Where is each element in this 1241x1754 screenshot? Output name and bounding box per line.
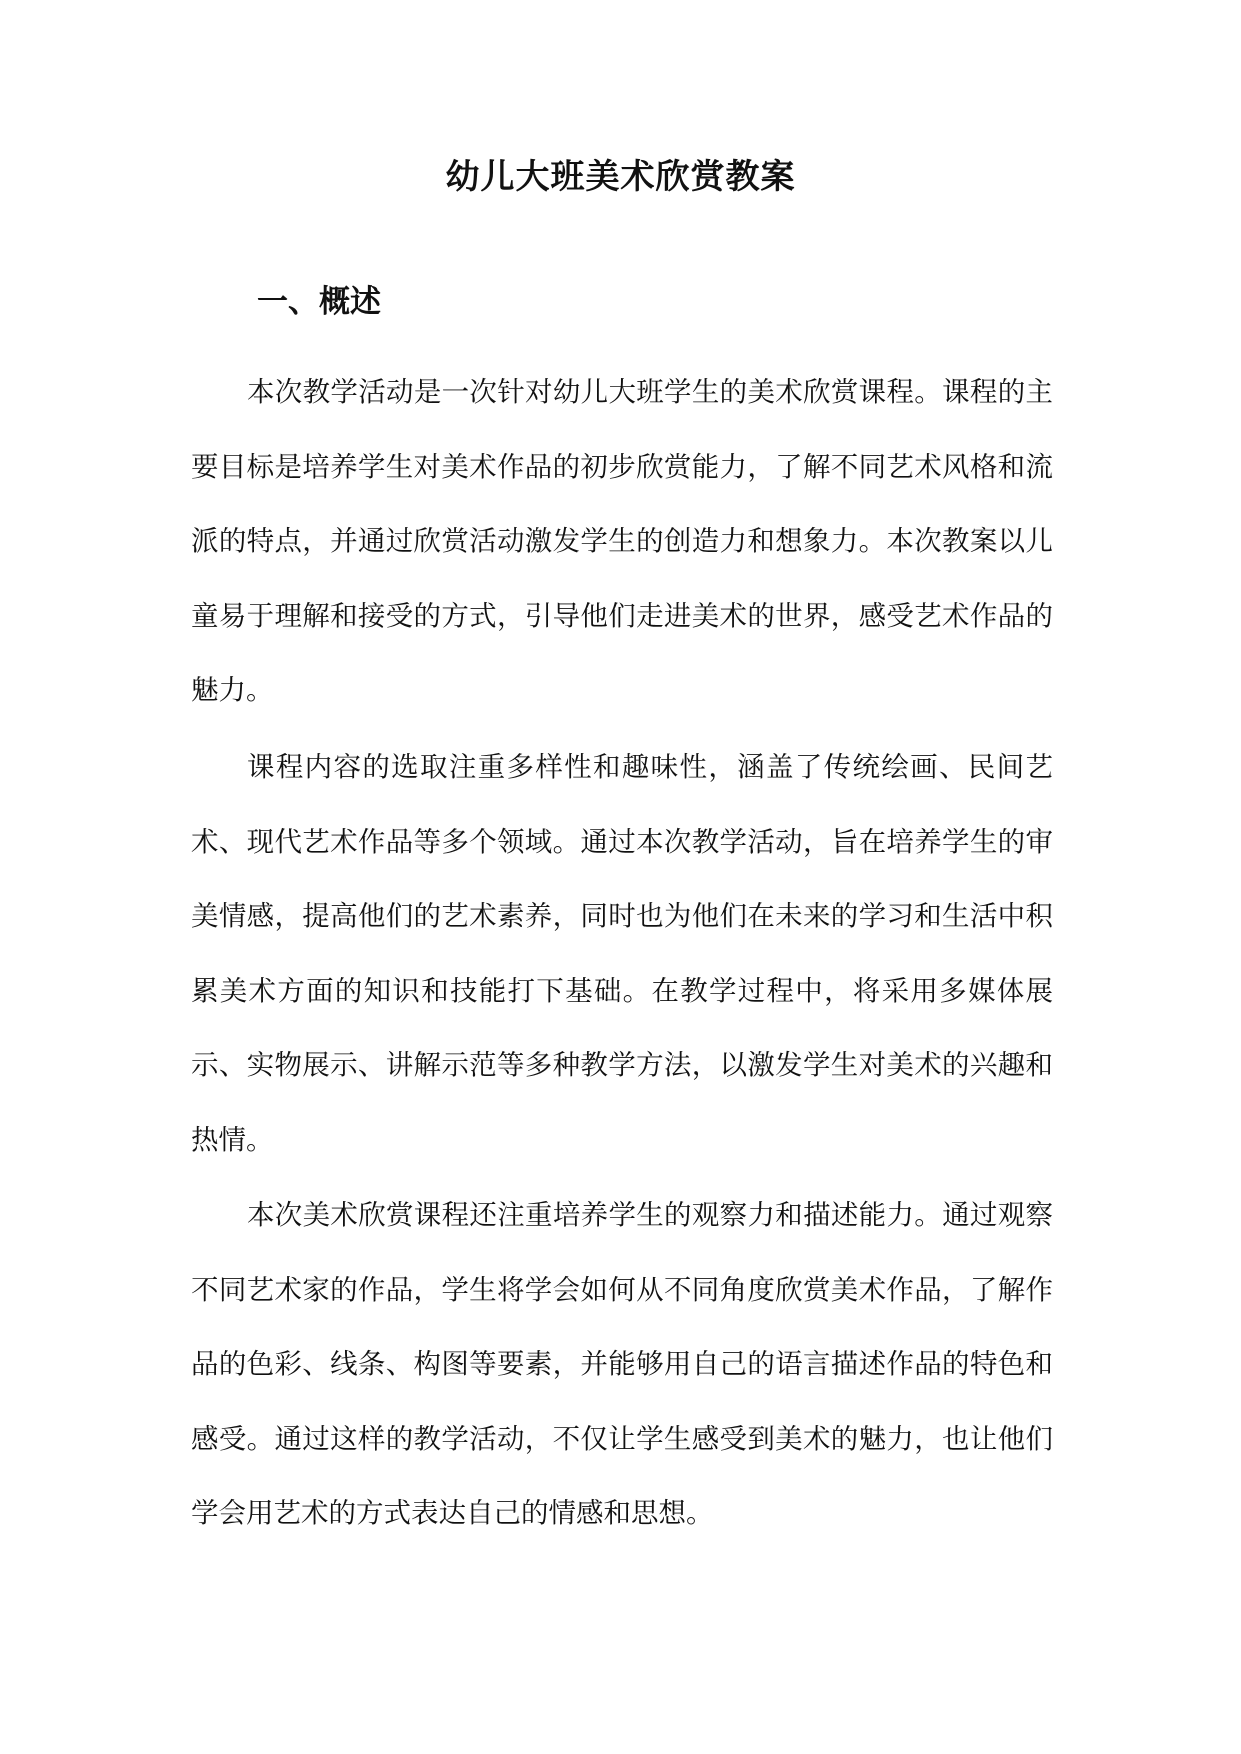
paragraph-3: 本次美术欣赏课程还注重培养学生的观察力和描述能力。通过观察不同艺术家的作品，学生将学会如何从不同角度欣赏美术作品，了解作品的色彩、线条、构图等要素，并能够用自己的语言描述作品的特色和感受。通过这样的教学活动，不仅让学生感受到美术的魅力，也让他们学会用艺术的方式表达自己的情感和思想。 [191, 1199, 1053, 1529]
document-title: 幼儿大班美术欣赏教案 [445, 157, 796, 197]
paragraph-1: 本次教学活动是一次针对幼儿大班学生的美术欣赏课程。课程的主要目标是培养学生对美术作品的初步欣赏能力，了解不同艺术风格和流派的特点，并通过欣赏活动激发学生的创造力和想象力。本次教案以儿童易于理解和接受的方式，引导他们走进美术的世界，感受艺术作品的魅力。 [191, 376, 1053, 706]
paragraph-2: 课程内容的选取注重多样性和趣味性，涵盖了传统绘画、民间艺术、现代艺术作品等多个领域。通过本次教学活动，旨在培养学生的审美情感，提高他们的艺术素养，同时也为他们在未来的学习和生活中积累美术方面的知识和技能打下基础。在教学过程中，将采用多媒体展示、实物展示、讲解示范等多种教学方法，以激发学生对美术的兴趣和热情。 [191, 751, 1053, 1156]
section-heading-overview: 一、概述 [257, 284, 381, 320]
